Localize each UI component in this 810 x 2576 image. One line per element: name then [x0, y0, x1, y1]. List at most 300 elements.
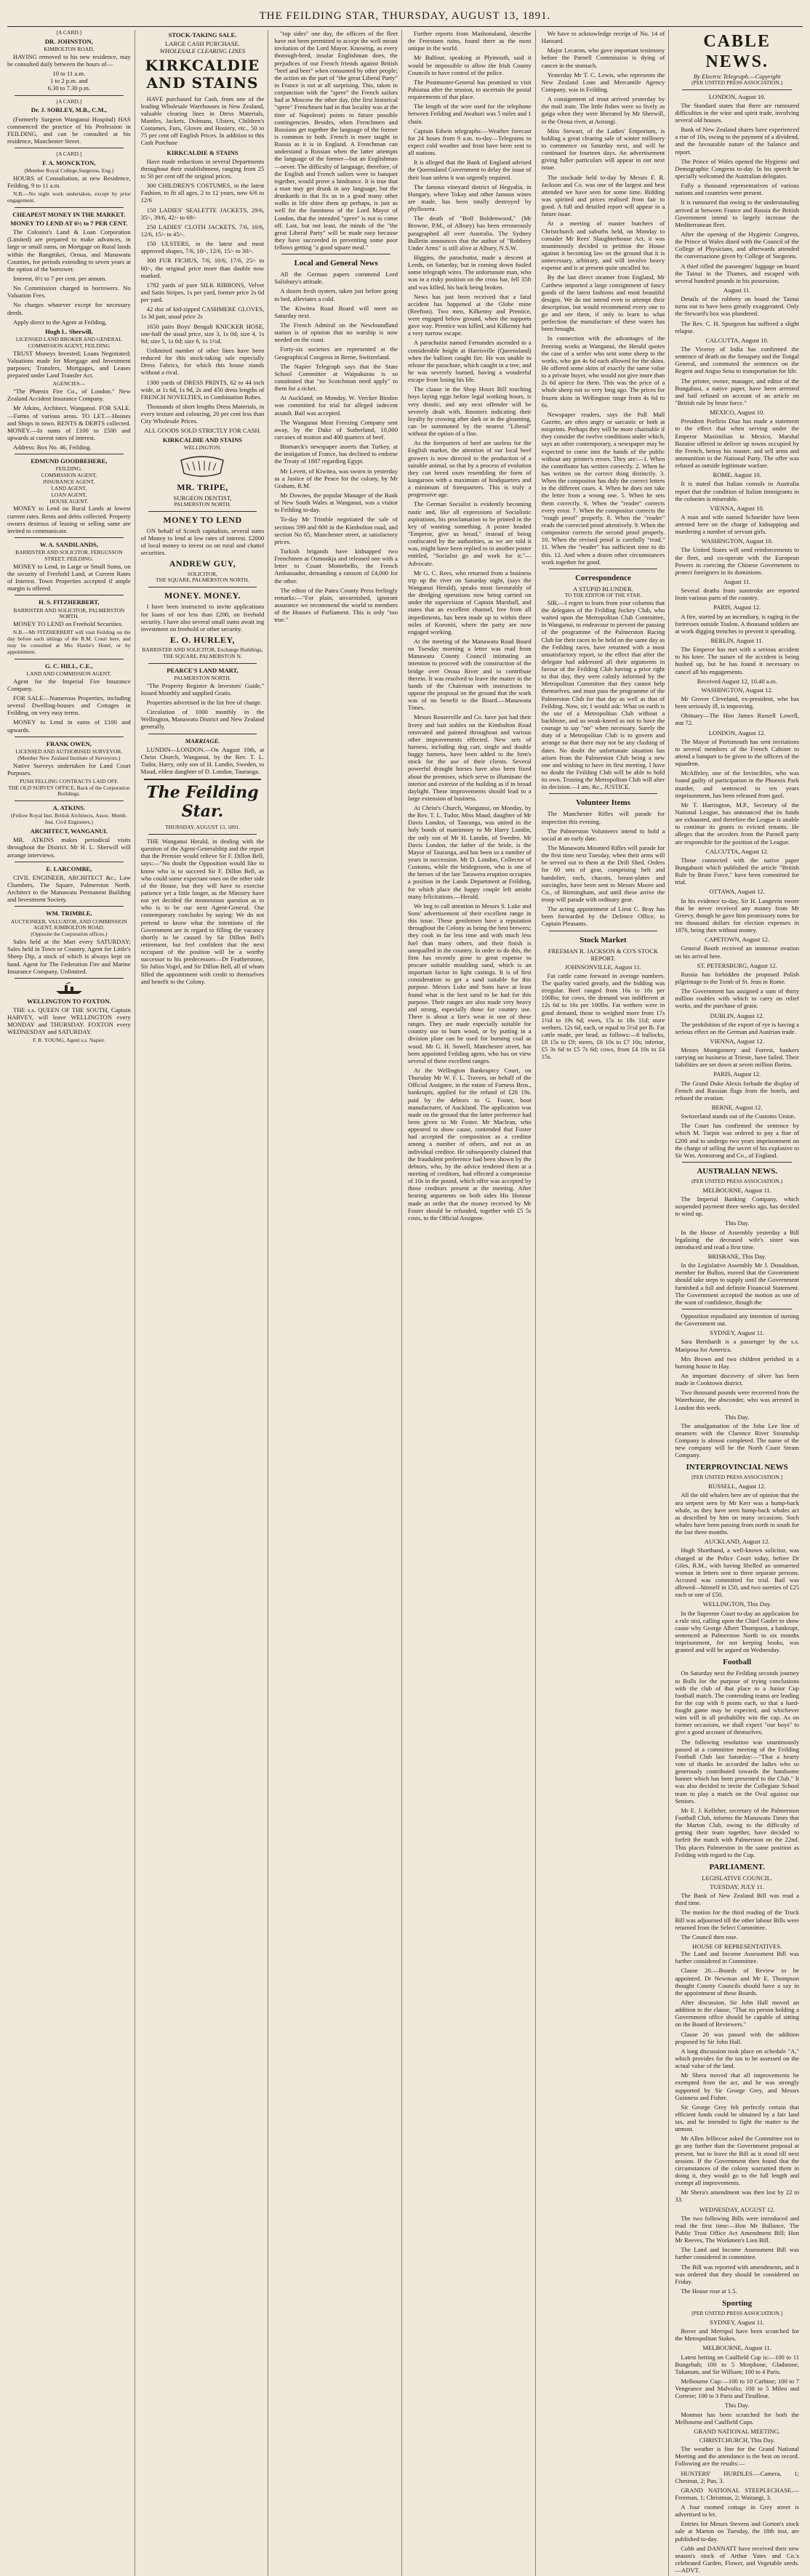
advert-name: Hugh L. Sherwill, — [45, 327, 93, 335]
news-item: It is rumoured that owing to the understanding arrived at between France and Russia the British Government intend to largely increase the Mediterranean fleet. — [675, 198, 799, 228]
advert-note: Circulation of 1000 monthly in the Wellington, Manawatu District and New Zealand generally. — [140, 708, 265, 731]
news-item: The French Admiral on the Newfoundland station is of opinion that no warship is now needed on the coast. — [274, 321, 398, 344]
divider — [682, 1162, 792, 1163]
advert-title: LICENSED LAND BROKER AND GENERAL COMMISSION AGENT, FEILDING — [15, 335, 122, 349]
news-item: Sir George Grey felt perfectly certain that efficient funds could be obtained by a fair land tax, and he intended to fight the matter to the utmost. — [675, 2103, 799, 2133]
news-item: Captain Edwin telegraphs:—Weather forecast for 24 hours from 9 a.m. to-day—Telegrams to expect cold weather and frost have been sent to all stations. — [408, 127, 532, 157]
dateline: CHRISTCHURCH, This Day. — [699, 2436, 775, 2444]
news-item: Mr Shera's amendment was then lost by 22 to 33. — [675, 2188, 799, 2204]
news-item: Bank of New Zealand shares have experienced a rise of 10s, owing to the payment of a dividend, and the favourable nature of the balance and report. — [675, 126, 799, 156]
advert-body: HAVING removed to his new residence, may be consulted daily between the hours of— — [7, 52, 131, 68]
advert-head: MR. TRIPE, — [177, 481, 228, 492]
news-item: The United States will send reinforcements to the fleet, and co-operate with the European Powers in coercing the Chinese Government to protect foreigners in its dominions. — [675, 546, 799, 576]
dateline: Received August 12, 10.40 a.m. — [697, 677, 777, 685]
news-item: We have to acknowledge receipt of No. 14 of Hansard. — [541, 30, 665, 45]
cable-sub: By Electric Telegraph.—Copyright — [693, 72, 781, 80]
section-head: Stock Market — [580, 935, 627, 944]
divider — [682, 89, 792, 90]
masthead: THE FEILDING STAR, THURSDAY, AUGUST 13, 1891. — [7, 6, 803, 27]
news-item: The Imperial Banking Company, which suspended payment three weeks ago, has decided to wind up. — [675, 1195, 799, 1218]
news-item: The Manchester Rifles will parade for inspection this evening. — [541, 810, 665, 825]
advert-sub: (Member New Zealand Institute of Surveyors.) — [17, 754, 121, 761]
news-item: Miss Stewart, of the Ladies' Emporium, is holding a great clearing sale of winter millinery to commence on Saturday next, and will be continued for fourteen days. An advertisement giving fuller particulars will appear in our next issue. — [541, 127, 665, 172]
news-item: A dozen fresh oysters, taken just before going to bed, alleviates a cold. — [274, 287, 398, 302]
news-item: The Grand Duke Alexis forbade the display of French and Russian flags from the hotels, and refused the ovation. — [675, 1079, 799, 1102]
news-item: Clause 20 was passed with the addition proposed by Sir John Hall. — [675, 2030, 799, 2045]
advert-item: 1782 yards of pure SILK RIBBONS, Velvet and Satin Stripes, 1s per yard, former price 2s 6d per yard. — [140, 281, 265, 304]
advert-sub: AGENCIES— — [52, 380, 86, 388]
hours-line: 6.30 to 7.30 p.m. — [47, 84, 91, 92]
advert-body: Native Surveys undertaken for Land Court Purposes. — [7, 761, 131, 777]
hours-line: 1 to 2 p.m. and — [50, 77, 88, 85]
advert-note: Properties advertised in the list free of charge. — [146, 699, 262, 707]
news-item: All the German papers commend Lord Salisbury's attitude. — [274, 270, 398, 286]
inter-assoc: [PER UNITED PRESS ASSOCIATION.] — [691, 1474, 783, 1481]
news-item: The Postmaster-General has promised to visit Pahiatua after the session, to ascertain the postal requirements of that place. — [408, 78, 532, 101]
news-item: The length of the wire used for the telephone between Feilding and Awahuri was 5 miles and 1 chain. — [408, 103, 532, 125]
news-item: In the Supreme Court to-day an application for a rule nisi, calling upon the Chief Gaoler to show cause why George Albert Thompson, a bankrupt, sentenced at Palmerston North to six months imprisonment, for not keeping books, was granted and will be argued on Wednesday. — [675, 1609, 799, 1654]
news-item: The death of "Bolf Boldenwood," (Mr Browne, P.M., of Albury) has been erroneously paragraphed all over Australia. The Sydney Bulletin announces that the author of "Robbery Under Arms" is still alive at Albury, N.S.W. — [408, 214, 532, 252]
divider — [15, 95, 124, 96]
news-item: The Court has confirmed the sentence by which M. Turpin was ordered to pay a fine of £200 and to undergo two years imprisonment on the charge of selling the secret of his explosive to Sir Wm. Armstrong and Co., of England. — [675, 1122, 799, 1159]
leading-article: THE Wanganui Herald, in dealing with the question of the Agent-Generalship and the report that the Premier would relieve Sir F. Dillon Bell, says:—"No doubt the Opposition would like to know who is to succeed Sir F. Dillon Bell, as who could some expectant ones on the other side of the House, but they will have to exercise patience yet a little longer, as the Ministry have not yet decided the momentous question as to who is to be our next Agent-General. Our contemporary concludes by saying: We do not pretend to know what the intentions of the Government are in regard to filling the vacancy shortly to be caused by Sir Dillon Bell's retirement, but feel confident that the next occupant of the position will be a worthy successor to his predecessors—Dr Featherstone, Sir Julius Vogel, and Sir Dillon Bell, all of whom filled the appointment with credit to themselves and benefit to the Colony. — [140, 838, 265, 985]
dateline: VIENNA, August 10. — [710, 504, 764, 512]
section-head: Volunteer Items — [576, 798, 630, 808]
dateline: DUBLIN, August 12. — [710, 1011, 764, 1019]
news-item: The Rev. C. H. Spurgeon has suffered a slight relapse. — [675, 319, 799, 334]
advert-body: Have made reductions in several Departments throughout their establishment, ranging from 25 to 50 per cent off the original prices. — [140, 157, 265, 180]
news-item: A man and wife named Schneider have been arrested here on the charge of kidnapping and murdering a number of servant girls. — [675, 513, 799, 536]
dateline: BERNE, August 12. — [711, 1104, 763, 1112]
letter-to: TO THE EDITOR OF THE STAR. — [564, 591, 642, 598]
card-tag: [A CARD.] — [56, 97, 82, 105]
letter-body: SIR,—I regret to learn from your columns that the delegates of the Feilding Jockey Club, who waited upon the Metropolitan Club Committee, in Wanganui, to endeavour to prevent the passing of the programme of the Palmerston Racing Club for their races to be held on the same day as the Feilding races, have returned with a most unsatisfactory report, to the effect that after the delegate had addressed all their arguments in favour of the Feilding Club having a prior right to that day, they were calmly informed by the Metropolitan Committee that they cannot help themselves, and must pass the programme of the Palmerston Club for that day as well as that of Feilding. Now, sir, I would ask: What on earth is the use of a Metropolitan Club without a backbone, and so weak-kneed as not to have the courage to say "no" when necessary. Surely the duty of a Metropolitan Club is to govern and arrange so that there may not be any clashing of dates. No doubt the unfortunate situation has arisen from the Palmerston Club being a new one and wishing to have its first meeting. I have no doubt the Feilding Club will be able to hold its own. Trusting the Metropolitan Club will alter its decision.—I am, &c., JUSTICE. — [541, 598, 665, 791]
advert-body: TRUST Moneys Invested; Loans Negotiated; Valuations made for Mortgage and Investment purposes; Transfers, Mortgages, and Leases prepared under Land Transfer Act. — [7, 349, 131, 380]
advert-town: WELLINGTON. — [183, 444, 222, 451]
news-item: Yesterday Mr T. C. Lewis, who represents the New Zealand Loan and Mercantile Agency Company, was in Feilding. — [541, 71, 665, 93]
dateline: This Day. — [724, 1413, 750, 1421]
advert-note: N.B.—Mr FITZHERBERT will visit Feilding on the day before each sittings of the R.M. Court here, and may be consulted at Mrs Hastie's Hotel, or by appointment. — [7, 629, 131, 655]
advert-body: MONEY TO LEND on Freehold Securities. — [13, 620, 124, 628]
advert-sub: (Member Royal College,Surgeons, Eng.) — [24, 167, 114, 174]
news-item: Details of the robbery on board the Tainui turns out to have been greatly exaggerated. Only the Steward's box was plundered. — [675, 295, 799, 318]
advert-rate: MONEY TO LEND AT 6½ to 7 PER CENT. — [10, 220, 128, 228]
advert-name: KIRKCALDIE AND STAINS — [162, 436, 243, 444]
role-line: LOAN AGENT, — [51, 491, 87, 498]
section-head: Football — [723, 1658, 752, 1667]
news-item: Mr Shera moved that all improvements be exempted from the act, and he was strongly supported by Sir George Grey, and Messrs Guinness and Fisher. — [675, 2071, 799, 2101]
advert-name: A. ATKINS. — [52, 804, 86, 812]
dateline: MELBOURNE, August 11. — [702, 2344, 772, 2352]
inter-list — [675, 1482, 799, 1653]
news-item: News has just been received that a fatal accident has happened at the Globe mine (Reefton). Two men, Kilkenny and Prentice, were engaged below ground, when the supports gave way. Prentice was killed, and Kilkenny had a very narrow escape. — [408, 292, 532, 337]
divider — [15, 978, 124, 979]
dateline: August 11. — [723, 286, 751, 294]
advert-body: MR. ATKINS makes periodical visits throughout the District. Mr H. L. Sherwill will arrange interviews. — [7, 836, 131, 859]
news-item: At the Wellington Bankruptcy Court, on Thursday Mr W. F. L. Travers, on behalf of the Official Assignee, in the estate of Furness Bros., bankrupts, applied for the refund of £28 19s. paid by the debtors to G. Foster, boot manufacturer, of Auckland. The application was made on the ground that the latter preference had been given to Mr Foster. Mr Maclean, who appeared to show cause, contended that Foster had accepted the composition as a creditor among a number of others, and not as an individual creditor. He subsequently claimed that the fraudulent preference had been shown by the debtors, who, by the advice tendered them at a meeting of creditors, had effected a compromise of 10s in the pound, which offer was accepted by those creditors present at the meeting. After hearing arguments on both sides His Honour made an order that the money received by Mr Foster should be refunded, together with £5 5s costs, to the Official Assignee. — [408, 1066, 532, 1221]
advert-name: E. O. HURLEY, — [169, 634, 236, 645]
news-item: To-day Mr Trimble negotiated the sale of sections 599 and 600 in the Kimbolton road, and section No 65, Manchester street, at satisfactory prices. — [274, 515, 398, 545]
news-item: Major Lecaron, who gave important testimony before the Parnell Commission is dying of cancer in the stomach. — [541, 47, 665, 69]
section-head: Correspondence — [575, 573, 631, 582]
news-item: The weather is fine for the Grand National Meeting and the attendance is the best on record. Following are the results:— — [675, 2445, 799, 2468]
advert-body: The Colonist's Land & Loan Corporation (Limited) are prepared to make advances, in large or small sums, on Mortgage on Rural lands within the Rangitikei, Oroua, and Manawatu Counties, for periods extending to seven years at the option of the borrower. — [7, 228, 131, 273]
divider — [148, 663, 257, 664]
aus-list — [675, 1187, 799, 1306]
news-item: Cobb and DANNATT have received their new season's stock of Arthur Yates and Co.'s celebrated Garden, Flower, and Vegetable seeds.—ADVT. — [675, 2544, 799, 2575]
advert-body: ON behalf of Scotch capitalists, several sums of Money to lend at low rates of interest. £2000 of local money to invest on on rural and chattel securities. — [140, 526, 265, 557]
dateline: MEXICO, August 10. — [709, 409, 765, 417]
advert-title: ARCHITECT, WANGANUI. — [30, 827, 108, 835]
advert-body: Thousands of short lengths Dress Materials, in every texture and colouring, 20 per cent less than City Wholesale Prices. — [140, 402, 265, 425]
news-item: Mr E. J. Kelleher, secretary of the Palmerston Football Club, informs the Manawatu Times that the Marton Club, owing to the difficulty of getting their team together, have decided to forfeit the match with Palmerston on the 22nd. This places Palmerston in the same position as Feilding with regard to the Cup. — [675, 1806, 799, 1858]
news-item: The Prince of Wales opened the Hygienic and Demographic Congress to-day. In his speech he specially welcomed the Australian delegates. — [675, 157, 799, 180]
news-item: President Porfirio Diaz has made a statement to the effect that when serving under the Emperor Maximilian in Mexico, Marshal Bazaine offered to deliver up towns occupied by the French, betray his master, and sell arms and ammunition to the National Party. The offer was refused as outside legitimate warfare. — [675, 417, 799, 470]
advert-body: 1300 yards of DRESS PRINTS, 62 to 44 inch wide, at 1s 6d, 1s 9d, 2s and 450 dress lengths of FRENCH NOVELTIES, in Combination Robes. — [140, 378, 265, 401]
column-1 — [7, 30, 135, 2576]
news-item: A long discussion took place on schedule "A," which provides for the tax to be assessed on the actual value of the land. — [675, 2047, 799, 2070]
news-item: Entries for Messrs Stevens and Gorton's stock sale at Marton on Tuesday, the 18th inst, are published to-day. — [675, 2520, 799, 2543]
advert-name: FRANK OWEN, — [46, 739, 92, 747]
news-item: The Government has assigned a sum of thirty million roubles with which to carry on relief works, and the purchase of grain. — [675, 987, 799, 1010]
advert-item: 300 CHILDREN'S COSTUMES, in the latest Fashion, to fit all ages, 2 to 12 years, now 6/6 to 12/6 — [140, 182, 265, 204]
news-item: Higgins, the parachutist, made a descent at Leeds, on Saturday, but in coming down fouled some telegraph wires. The unfortunate man, who was in a risky position on the cross bar, fell 35ft and was killed, his back being broken. — [408, 253, 532, 291]
advert-title: BARRISTER AND SOLICITOR, FERGUSSON STREET, FEILDING. — [15, 549, 123, 562]
news-item: Two thousand pounds were recovered from the Waterhouse, the absconder, who was arrested in London this week. — [675, 1389, 799, 1411]
dateline: VIENNA, August 12. — [710, 1037, 764, 1045]
advert-town: FEILDING. — [55, 465, 83, 473]
advert-note: N.B.—No night work undertaken, except by prior engagement. — [7, 190, 131, 204]
divider — [15, 537, 124, 538]
news-item: HUNTERS' HURDLES.—Camera, 1; Chestnut, 2; Pan, 3. — [675, 2469, 799, 2484]
news-item: Melbourne Cup:—100 to 10 Carbine; 100 to 7 Vengeance and Malvolio; 100 to 5 Mileo and Correze; 100 to 3 Paris and Tirailleur. — [675, 2377, 799, 2400]
dateline: LONDON, August 10. — [708, 92, 766, 100]
news-item: A four roomed cottage in Grey street is advertised to let. — [675, 2503, 799, 2519]
sub-head: HOUSE OF REPRESENTATIVES. — [692, 1942, 782, 1950]
advert-sub: WHOLESALE CLEARING LINES — [159, 47, 246, 55]
advert-body: Agent for the Imperial Fire Insurance Company. — [7, 677, 131, 692]
news-item: Mr Downes, the popular Manager of the Bank of New South Wales at Wanganui, was a visitor to Feilding to-day. — [274, 491, 398, 514]
gnm-list — [675, 2436, 799, 2501]
dateline: WASHINGTON, August 10. — [701, 537, 773, 545]
dateline: LONDON, August 12. — [708, 729, 766, 737]
advert-item: 250 LADIES' CLOTH JACKETS, 7/6, 10/6, 12/6, 15/- to 45/-. — [140, 222, 265, 238]
news-item: The Mayor of Portsmouth has sent invitations to several members of the French Cabinet to attend a banquet to be given to the officers of the squadron. — [675, 737, 799, 768]
dateline: AUCKLAND, August 12. — [704, 1538, 770, 1546]
advert-title: BARRISTER AND SOLICITOR, Exchange Buildings, THE SQUARE, PALMERSTON N. — [142, 646, 263, 659]
dateline: PARIS, August 12. — [713, 603, 761, 611]
report-title: FREEMAN R. JACKSON & CO'S STOCK REPORT. — [548, 947, 659, 962]
news-item: The Standard states that there are rumoured difficulties in the wine and spirit trade, involving several old houses. — [675, 101, 799, 124]
marriage-head: MARRIAGE. — [185, 737, 220, 745]
news-item: The Bill was reported with amendments, and it was ordered that they should be considered on Friday. — [675, 2263, 799, 2285]
card-tag: [A CARD.] — [56, 151, 82, 158]
steamer-icon — [55, 982, 84, 995]
news-item: The following resolution was unanimously passed at a committee meeting of the Feilding Football Club last Saturday:—"That a hearty vote of thanks be accorded the ladies who so generously contributed towards the handsome banner which has been presented to the Club." It was also decided to invite the Collegiate School team to play a match on the Oval against our Seniors. — [675, 1738, 799, 1805]
advert-head: MONEY. MONEY. — [164, 590, 241, 601]
news-item: A consignment of trout arrived yesterday by the mail train. The little fishes were so lively as gaiga when they were liberated by Mr Sherwill, in the Oroua river, at Aorangi. — [541, 95, 665, 125]
column-2 — [141, 30, 269, 2576]
news-item: GRAND NATIONAL STEEPLECHASE.—Freeman, 1; Christmas, 2; Waitangi, 3. — [675, 2486, 799, 2501]
news-item: General Booth received an immense ovation on his arrival here. — [675, 944, 799, 960]
news-item: Mr T. Harrington, M.P., Secretary of the National League, has announced that its funds are exhausted, and therefore the League is unable to continue its grants to evicted tenants. He alleges that the seceders from the Parnell party are responsible for the position of the League. — [675, 801, 799, 846]
advert-title: LICENSED AND AUTHORISED SURVEYOR. — [15, 747, 123, 755]
advert-head: CHEAPEST MONEY IN THE MARKET. — [12, 210, 126, 218]
column-6 — [675, 30, 803, 2576]
advert-item: 1650 pairs Boys' Bengali KNICKER HOSE, one-half the usual price, size 3, 1s 0d; size 4, 1s 9d; size 5, 1s 0d; size 6, 1s 1½d. — [140, 322, 265, 345]
news-item: Hugh Shorthand, a well-known solicitor, was charged at the Police Court today, before Dr Giles, R.M., with having libelled an unmarried woman in letters sent to three separate persons. Accused was committed for trial. Bail was allowed—himself in £50, and two sureties of £25 each or one of £50. — [675, 1546, 799, 1599]
paper-title: The Feilding Star. — [146, 783, 259, 822]
advert-body: Mr Atkins, Architect, Wanganui. FOR SALE.—Farms of various areas. TO LET.—Houses and Shops in town. RENTS & DEBTS collected. MONEY.—In sums of £100 to £500 and upwards at current rates of interest. — [7, 404, 131, 441]
advert-body: (Formerly Surgeon Wanganui Hospital) HAS commenced the practice of his Profession in FEILDING, and can be consulted at his residence, Manchester Street. — [7, 115, 131, 145]
dateline: ST. PETERSBURG, August 12. — [697, 961, 777, 969]
dateline: CALCUTTA, August 12. — [705, 847, 769, 855]
news-item: Switzerland stands out of the Customs Union. — [681, 1112, 796, 1120]
divider — [144, 779, 262, 780]
news-item: As the foreparters of beef are useless for the English market, the attention of our local beef growers is now directed to the production of a suitable animal, so that by a process of evolution they can breed oxen resembling the form of kangaroos with a maximum of hindquarters and a minimum of forequarters. This is truly a progressive age. — [408, 439, 532, 499]
dateline: CAPETOWN, August 12. — [705, 936, 770, 944]
news-item: The Emperor has met with a serious accident to his knee. The nature of the accident is being hushed up, but he has found it necessary to cancel all his engagements. — [675, 646, 799, 675]
news-item: The famous vineyard district of Hegyalia, in Hungary, where Tokay and other famous wines are made, has been totally destroyed by phylloxera. — [408, 182, 532, 213]
news-item: The two following Bills were introduced and read the first time:—Hon Mr Ballance, The Public Trust Office Act Amendment Bill; Hon Mr Reeves, The Workmen's Lien Bill. — [675, 2214, 799, 2244]
news-item: Further reports from Mashonaland, describe the Freestoen ruins, found there as the most unique in the world. — [408, 30, 532, 52]
news-item: At Auckland, on Monday, W. Vercker Bindon was committed for trial for alleged indecent assault. Bail was accepted. — [274, 394, 398, 417]
section-head: Local and General News — [294, 259, 378, 268]
role-line: LAND AGENT, — [51, 484, 87, 491]
news-item: In his evidence to-day, Sir H. Langevin swore that he never received any money from Mr Greevy, though he gave him promissory notes for ten thousand dollars for election expenses in 1876, being then without money. — [675, 896, 799, 934]
dateline: MELBOURNE, August 11. — [702, 1186, 772, 1194]
advert-item: 300 FUR FICHUS, 7/6, 10/6, 17/6, 25/- to 60/-, the original price more than double now marked. — [140, 257, 265, 279]
advert-hours — [7, 70, 131, 92]
advert-body: HOURS of Consultation, at new Residence, Feilding, 9 to 11 a.m. — [7, 174, 131, 190]
news-item: Latest betting on Caulfield Cup is:—100 to 11 Bungebah; 100 to 5 Morphone, Gladstone, Tukanum, and Sir William; 100 to 4 Paris. — [675, 2353, 799, 2375]
advert-title: BARRISTER AND SOLICITOR, PALMERSTON NORTH. — [13, 606, 125, 620]
dateline: BERLIN, August 11. — [710, 637, 763, 645]
advert-name: W. A. SANDILANDS, — [39, 540, 98, 548]
advert-name: DR. JOHNSTON, — [44, 37, 93, 45]
house-list — [675, 1950, 799, 2295]
dateline: OTTAWA, August 12. — [709, 888, 765, 896]
advert-name: WM. TRIMBLE, — [46, 910, 92, 918]
advert-body: FOR SALE—Numerous Properties, including several Dwelling-houses and Cottages in Feilding, on very easy terms. — [7, 694, 131, 717]
news-item: McAffeley, one of the Invincibles, who was found guilty of participation in the Phoenix Park murder, and sentenced to ten years imprisonment, has been released from gaol. — [675, 769, 799, 799]
role-line: HOUSE AGENT. — [49, 497, 89, 505]
column-3 — [274, 30, 402, 2576]
sub-head: GRAND NATIONAL MEETING. — [694, 2427, 781, 2435]
dateline: SYDNEY, August 11. — [710, 2318, 765, 2326]
advert-body: MONEY to Lend in sums of £100 and upwards. — [7, 718, 131, 734]
role-line: INSURANCE AGENT, — [43, 478, 95, 486]
advert-body: THE s.s. QUEEN OF THE SOUTH, Captain HARVEY, will leave WELLINGTON every MONDAY and THURSDAY. FOXTON every WEDNESDAY and SATURDAY. — [7, 1006, 131, 1036]
column-4 — [408, 30, 536, 2576]
hours-line: 10 to 11 a.m. — [52, 70, 86, 78]
advert-name: EDMUND GOODBEHERE, — [31, 457, 108, 465]
news-item: Mr Levett, of Kiwitea, was sworn in yesterday as a Justice of the Peace for the colony, by Mr Graham, R.M. — [274, 467, 398, 489]
news-item: The Kiwitea Road Board will meet on Saturday next. — [274, 304, 398, 319]
advert-name: F. A. MONCKTON, — [42, 159, 96, 166]
news-item: Those connected with the native paper Bungabasti which published the article "British Rule by Brute Force," have been committed for trial. — [675, 856, 799, 886]
advert-name: E. LARCOMBE, — [46, 864, 92, 872]
news-item: In connection with the advantages of the freezing works at Wanganui, the Herald quotes the case of a settler who sent some sheep to the works, who got 4s 6d each allowed for the skins. He offered some skins of exactly the same value to a private buyer, who would not give more than 2s 6d apiece for them. This was the price of a whole sheep not so very long ago. The prices for frozen skins in Wellington range from 4s 6d to 6s. — [541, 334, 665, 409]
news-item: Clause 20.—Boards of Review to be appointed. Dr Newman and Mr E. Thompson thought County Councils should have a say in the appointment of these Boards. — [675, 1967, 799, 1997]
advert-line: No charges whatever except for necessary deeds. — [7, 301, 131, 316]
advert-line: No Commission charged to borrowers. No Valuation Fees. — [7, 284, 131, 300]
news-item: Bismarck's newspaper asserts that Turkey, at the instigation of France, has declined to endorse the Treaty of 1887 regarding Egypt. — [274, 443, 398, 465]
news-item: The Land and Income Assessment Bill was further considered in Committee. — [675, 1950, 799, 1965]
advert-body: I have been instructed to invite applications for loans of not less than £200, on freehold security. I have also several small sums await ing investment on freehold or other security. — [140, 603, 265, 633]
parl-list — [675, 1892, 799, 1941]
dateline: WASHINGTON, August 12. — [701, 686, 773, 694]
advert-town: PALMERSTON NORTH. — [174, 674, 231, 681]
dateline: This Day. — [724, 1219, 750, 1227]
news-item: Russia has forbidden the proposed Polish pilgrimage to the Tomb of St. Jean in Rome. — [675, 970, 799, 985]
advert-address: THE SQUARE, PALMERSTON NORTH. — [156, 577, 249, 584]
news-item: In the House of Assembly yesterday a Bill legalising the deceased wife's sister was introduced and read a first time. — [675, 1228, 799, 1251]
news-item: We beg to call attention to Messrs S. Luke and Sons' advertisement of their excellent range in this issue. These gentlemen have a reputation throughout the Colony as being the best brewers; they cook in far less time and with much less fuel than many others, and their finish is unequalled in the country. In order to do this, the firm has recently gone to great expense to procure suitable moulding sand, which is an important factor in light castings. It is of first consideration to get a sand suitable for this purpose. Messrs Luke and Sons have at least found what is the best sand to be had for this purpose. Their ranges are also made very heavy and strong, especially those for country use. There is about a fire's wear in one of these ranges. They are made especially suitable for country use to burn wood, or by putting in a division plate can be used for burning coal as wood. Mr G. H. Sowell, Manchester street, has been appointed Feilding agent, who has on view several of these excellent ranges. — [408, 902, 532, 1064]
news-item: Turkish brigands have kidnapped two Frenchmen at Osmonkja and released one with a letter to Count Montebello, the French Ambassador, demanding a ransom of £4,000 for the other. — [274, 547, 398, 585]
news-item: The Bank of New Zealand Bill was read a third time. — [675, 1892, 799, 1907]
dateline: CALCUTTA, August 10. — [705, 336, 769, 344]
dateline: August 11. — [723, 578, 751, 586]
advert-body: Sales held at the Mart every SATURDAY; Sales held in Town or Country. Agent for Little's Sheep Dip, a stock of which is always kept on hand. Agent for The Federation Fire and Marine Insurance Company, Unlimited. — [7, 938, 131, 975]
news-item: The Council then rose. — [681, 1933, 738, 1941]
news-item: A parachutist named Fernandes ascended to a considerable height at Harrisville (Queensland) when the balloon caught fire. He was unable to release the parachute, which caught in a tree, and he was severely burned, having a wonderful escape from losing his life. — [408, 339, 532, 384]
news-item: On Saturday next the Feilding seconds journey to Bulls for the purpose of trying conclusions with the club of that place in a Junior Cup football match. The contending teams are leading for the cup with 8 points each, so that a hard-fought game may be expected, and whichever wins will in all probability win the cup. As on former occasions, we shall expect "our boys" to give a good account of themselves. — [675, 1669, 799, 1736]
advert-body: MONEY to Lend on Rural Lands at lowest current rates. Rents and debts collected. Property owners desirous of leasing or selling same are invited to communicate. — [7, 505, 131, 534]
news-item: Newspaper readers, says the Pall Mall Gazette, are often angry or sarcastic or both at misprints. Perhaps they will be more charitable if they consider the twelve conditions under which, says an other contemporary, a newspaper may be expected to come into the hands of the public without any printer's errors. They are:—1. When the contributor has written correctly. 2. When he has written on the correct thing distinctly. 3. When the compositor has duly the correct letters in the different cases. 4. When he does not take the letter from a wrong one. 5. When he sets them correctly. 6. When the "reader" corrects every error. 7. When the compositor corrects the "rough proof" properly. 8. When the "reader" reads the corrected proof attentively. 9. When the compositor corrects the second proof properly. 10. When the revised proof is carefully "read." 11. When the "reader" has sufficient time to do this. 12. And when a dozen other circumstances work together for good. — [541, 410, 665, 566]
news-item: The printer, owner, manager, and editor of the Bungabasi, a native paper, have been arrested and bail refused on account of an article on "British rule by brute force." — [675, 377, 799, 406]
advert-item: 150 LADIES' SEALETTE JACKETS, 29/6, 35/-, 39/6, 42/- to 69/- — [140, 206, 265, 221]
news-item: The clause in the Shop Hours Bill touching boys laying eggs before legal working hours, is very drastic, and any next offender will be severely dealt with. Roosters indicating their loyalty by crowing after dark or in the gloaming, can be summoned by the nearest "Liberal" without the option of a fine. — [408, 385, 532, 438]
advert-body: "The Property Register & Investors' Guide," Issued Monthly and supplied Gratis. — [140, 681, 265, 697]
cable-list — [675, 93, 799, 1159]
news-item: An important discovery of silver has been made in Cooktown district. — [675, 1371, 799, 1387]
article-body: "top sides" one day, the officers of the fleet have not been permitted to accept the well meant invitation of the Lord Mayor. Knowing, as every thorough-bred, insular Englishman does, the prejudices of our French friends against British "beef and beer" when consumed by other people; the action on the part of "the great Liberal Party" in France is not at all surprising. This, taken in conjunction with the "spree" the French sailors had at Moscow the other day, (the first historical "spree" Frenchmen had in that locality was at the time of Napoleon) points to future possible contingencies. Besides, when Frenchmen and Russians get together the language of the former is common to both. French is more taught in Russia as it is in England. A Frenchman can understand a Russian when the latter attempts the language of the former—but an Englishman—never. The difficulty of language, therefore, of the English and French sailors were to banquet together, would prove a hindrance. It is true that a man may get drunk in any language, but the drunkards in that fix as in a good many other walks in life shine them up perhaps, is just as well for the funniness of the Lord Mayor of London, that the intended "spree" is not to come off. Last, but not least, the minds of the "the great Liberal Party" will be made easy because they have succeeded in preventing some poor fellows getting "a good square meal." — [274, 30, 398, 252]
news-item: A fire, started by an incendiary, is raging in the fortresses outside Toulon. A thousand soldiers are at work digging trenches to prevent it spreading. — [675, 612, 799, 635]
news-item: Messrs Rosserville and Co. have just had their livery and bait stables on the Kimbolton Road renovated and painted throughout and various other improvements effected. New sets of harness, including dog cart, single and double buggy harness, have been added to the firm's stock for the use of their clients. Several powerful draught horses have also been fixed about the premises, which serve to illuminate the interior and exterior of the building as if in broad daylight. These improvements should lead to a large extension of business. — [408, 713, 532, 802]
news-item: Monmot has been scratched for both the Melbourne and Caulfield Cups. — [675, 2410, 799, 2425]
advert-line: PUSH FELLING CONTRACTS LAID OFF. — [20, 777, 119, 785]
news-item: After discussion, Sir John Hall moved an addition to the clause, "That no person holding a Government office should be capable of sitting on the Board of Reviewers." — [675, 1998, 799, 2029]
divider — [15, 207, 124, 208]
dental-plate-icon — [177, 454, 228, 479]
advert-line: Address: Box No. 46, Feilding. — [13, 444, 92, 452]
divider — [148, 511, 257, 512]
advert-name: Dr. J. SORLEY, M.B., C.M., — [31, 106, 107, 114]
news-item: Fully a thousand representatives of various nations and countries were present. — [675, 182, 799, 197]
news-item: Mr Allen Jelliecoe asked the Committee not to go any further than the Government proposal at present, but to leave the Bill as it stood till next session. If the Government then found that the circumstances of the colony warranted them in doing it, they would go to the full length and exempt all improvements. — [675, 2135, 799, 2187]
news-item: Several deaths from sunstroke are reported from various parts of the country. — [675, 587, 799, 602]
news-item: In the Legislative Assembly Mr J. Donaldson, member for Bulloo, moved that the Government should take steps to supply until the Government furnished a full and definite Financial Statement. The Government accepted the motion as one of the want of confidence, though the — [675, 1261, 799, 1306]
news-item: The motion for the third reading of the Truck Bill was adjourned till the other labour Bills were returned from the Select Committee. — [675, 1909, 799, 1931]
advert-line: THE OLD SURVEY OFFICE, Back of the Corporation Buildings. — [8, 784, 130, 798]
news-item: The House rose at 1.5. — [681, 2287, 737, 2295]
sub-head: LEGISLATIVE COUNCIL. — [702, 1874, 773, 1882]
news-item: After the opening of the Hygienic Congress, the Prince of Wales dined with the Council of the College of Physicians, and afterwards attended the conversazione given by College of Surgeons. — [675, 230, 799, 260]
dateline: TUESDAY, JULY 11. — [710, 1882, 765, 1890]
dateline: WEDNESDAY, AUGUST 12. — [699, 2205, 775, 2213]
continued-list — [675, 1312, 799, 1459]
advert-line: ALL GOODS SOLD STRICTLY FOR CASH. — [144, 427, 261, 435]
section-head: INTERPROVINCIAL NEWS — [686, 1463, 788, 1472]
news-item: Mr G. C. Rees, who returned from a business trip up the river on Saturday night, (says the Wanganui Herald), speaks most favourably of the dredging operations now being carried on under the supervision of Captain Marshall, and states that an excellent channel, free from all impediments, has been made up to within three miles of Koroniti, where the party are now engaged working. — [408, 569, 532, 635]
letter-title: A STUPID BLUNDER. — [573, 585, 633, 593]
kirkcaldie-banner: KIRKCALDIE AND STAINS — [145, 57, 260, 92]
divider — [148, 834, 257, 835]
advert-name: KIRKCALDIE & STAINS — [167, 148, 238, 156]
advert-title: LAND AND COMMISSION AGENT. — [26, 670, 112, 677]
news-item: At a meeting of master butchers of Christchurch and suburbs held, on Monday to consider Mr Rees' Slaughterhouse Act, it was unanimously decided to petition the House against it becoming law on the ground that it is unnecessary, arbitrary, and will involve heavy expense and is at present quite uncalled for. — [541, 220, 665, 272]
aus-assoc: (PER UNITED PRESS ASSOCIATION.) — [691, 1178, 783, 1184]
role-line: COMMISSION AGENT, — [41, 472, 97, 479]
news-item: It is stated that Italian consuls in Australia report that the condition of Italian immigrants in the colonies is miserable. — [675, 480, 799, 502]
news-item: Obituary—The Hon James Russell Lowell, æat 72. — [675, 712, 799, 727]
advert-body: "The Phœnix Fire Co., of London." New Zealand Accident Insurance Company. — [7, 388, 131, 403]
advert-name: ANDREW GUY, — [169, 558, 236, 569]
advert-head: WELLINGTON TO FOXTON. — [27, 997, 111, 1005]
advert-body: MONEY to Lend, in Large or Small Sums, on the security of Freehold Land, at Current Rates of Interest. Town Properties accepted if ample margin is offered. — [7, 562, 131, 593]
news-item: The amalgamation of the John Lee line of steamers with the Clarence River Steamship Company is almost completed. The name of the new company will be the North Coast Steam Company. — [675, 1421, 799, 1459]
news-item: Opposition repudiated any intention of turning the Government out. — [675, 1312, 799, 1328]
advert-body: Unlimited number of other lines have been reduced for this stock-taking sale especially Dress Fabrics, for which this house stands without a rival. — [140, 346, 265, 377]
divider — [549, 793, 658, 794]
section-head: PARLIAMENT. — [709, 1862, 765, 1871]
advert-body: HAVE purchased for Cash, from one of the leading Wholesale Warehouses in New Zealand, valuable clearing lines in Dress Materials, Mantles, Jackets, Dolmans, Ulsters, Children's Costumes, Furs, Gloves and Hosiery, etc., 50 to 75 per cent off English Prices. In addition to this Cash Purchase — [140, 95, 265, 147]
advert-town: PALMERSTON NORTH. — [174, 500, 231, 507]
advert-item: 42 doz of kid-zipped CASHMERE GLOVES, 1s 3d pair, usual price 2s — [140, 305, 265, 321]
news-item: The Viceroy of India has confirmed the sentence of death on the Senapaty and the Tongal General, and commuted the sentences on the Regent and Angso Sena to transportation for life. — [675, 345, 799, 375]
dateline: BRISBANE, This Day. — [707, 1252, 766, 1260]
news-item: The German Socialist is evidently becoming rustic and, like all expressions of Socialistic aspirations, his proclamation to be printed in the key of wanting something. A poster headed "Emperor, give us bread," instead of being confiscated by the authorities, as we are told it was, might have been replied to in another poster entitled, "Socialist go and work for it."—Advocate. — [408, 500, 532, 567]
news-item: Bover and Merripol have been scratched for the Metropolitan Stakes. — [675, 2327, 799, 2343]
news-item: A thief rifled the passengers' luggage on board the Tainui in the Thames, and escaped with several hundred pounds in his possession. — [675, 262, 799, 284]
news-item: Messrs Montgomery and Forrest, bankers carrying on business at Trieste, have failed. Their liabilities are set down at seven million florins. — [675, 1046, 799, 1069]
advert-body: CIVIL ENGINEER, ARCHITECT &c., Law Chambers, The Square, Palmerston North. Architect to the Manawatu Permanent Building and Investment Society. — [7, 873, 131, 904]
news-item: Sara Bernhardt is a passenger by the s.s. Mariposa for America. — [675, 1338, 799, 1353]
advert-sub: (Fellow Royal Inst. British Architects, Assoc. Memb. Inst. Civil Engineers.) — [11, 812, 127, 826]
dateline: This Day. — [724, 2402, 750, 2410]
news-item: The editor of the Patea County Press feelingly remarks:—"For plain, unvarnished, ignorant assurance we recommend the world to members of the Houses of Parliament. This is only "too true." — [274, 586, 398, 624]
column-5 — [542, 30, 670, 2576]
advert-head: MONEY TO LEND — [163, 514, 242, 525]
news-item: The prohibition of the export of rye is having a serious effect on the German and Austrian trade. — [675, 1020, 799, 1035]
divider — [15, 906, 124, 907]
advert-address: KIMBOLTON ROAD, — [44, 45, 95, 52]
news-item: Forty-six societies are represented at the Geographical Congress in Berne, Switzerland. — [274, 345, 398, 361]
sport-list — [675, 2319, 799, 2425]
advert-name: G. C. HILL, C.E., — [44, 662, 93, 670]
card-tag: [A CARD.] — [56, 29, 82, 36]
news-item: At Christ's Church, Wanganui, on Monday, by the Rev. T. L. Tudor, Miss Maud, daughter of Mr Davis London, of Tauranga, was united in the holy bonds of matrimony to Mr Harry Lundin, the only son of Mr H. Lundin, of Sweden. Mr Davis London, the father of the bride, is the Mayor of Tauranga, and has been so a number of years in succession. Mr D. London, Collector of Customs, while the bridegroom, who is one of the heroes of the late Tarawera eruption occupies a position in the Lands Department at Feilding, for which place the happy couple left amidst many felicitations.—Herald. — [408, 804, 532, 900]
dateline: SYDNEY, August 11. — [710, 1329, 765, 1337]
advert-name: H. S. FITZHERBERT, — [39, 598, 100, 606]
news-item: The Palmerston Volunteers intend to hold a social at an early date. — [541, 827, 665, 842]
cable-news-head: CABLE NEWS. — [703, 32, 771, 72]
news-item: The Land and Income Assessment Bill was further considered in committee. — [675, 2246, 799, 2261]
advert-item: 150 ULSTERS, in the latest and most approved shapes, 7/6, 10/-, 12/6, 15/- to 30/-. — [140, 240, 265, 255]
section-head: AUSTRALIAN NEWS. — [697, 1167, 777, 1176]
news-item: Mr Balfour, speaking at Plymouth, said it would be impossible to allow the Irish County Councils to have control of the police. — [408, 54, 532, 76]
paper-date: THURSDAY, AUGUST 13, 1891. — [165, 824, 240, 831]
advert-title: SOLICITOR, — [188, 570, 217, 577]
advert-line: Apply direct to the Agent at Feilding, — [13, 318, 107, 326]
news-item: By the last direct steamer from England, Mr Carthew imported a large consignment of fancy goods of the latest fashions and most beautiful designs. We do not intend even to attempt their description, but would recommend every one to go and see them, if only to learn to what perfection the manufacture of these wares has been brought. — [541, 273, 665, 333]
news-item: Mrs Brown and two children perished in a burning house in Hay. — [675, 1355, 799, 1370]
dateline: ROME, August 10. — [713, 471, 761, 479]
advert-title: AUCTIONEER, VALUATOR, AND COMMISSION AGENT, KIMBOLTON ROAD. — [10, 918, 127, 931]
dateline: JOHNSONVILLE, August 11. — [564, 963, 642, 971]
news-item: Mr Grover Cleveland, ex-president, who has been seriously ill, is improving. — [675, 695, 799, 710]
